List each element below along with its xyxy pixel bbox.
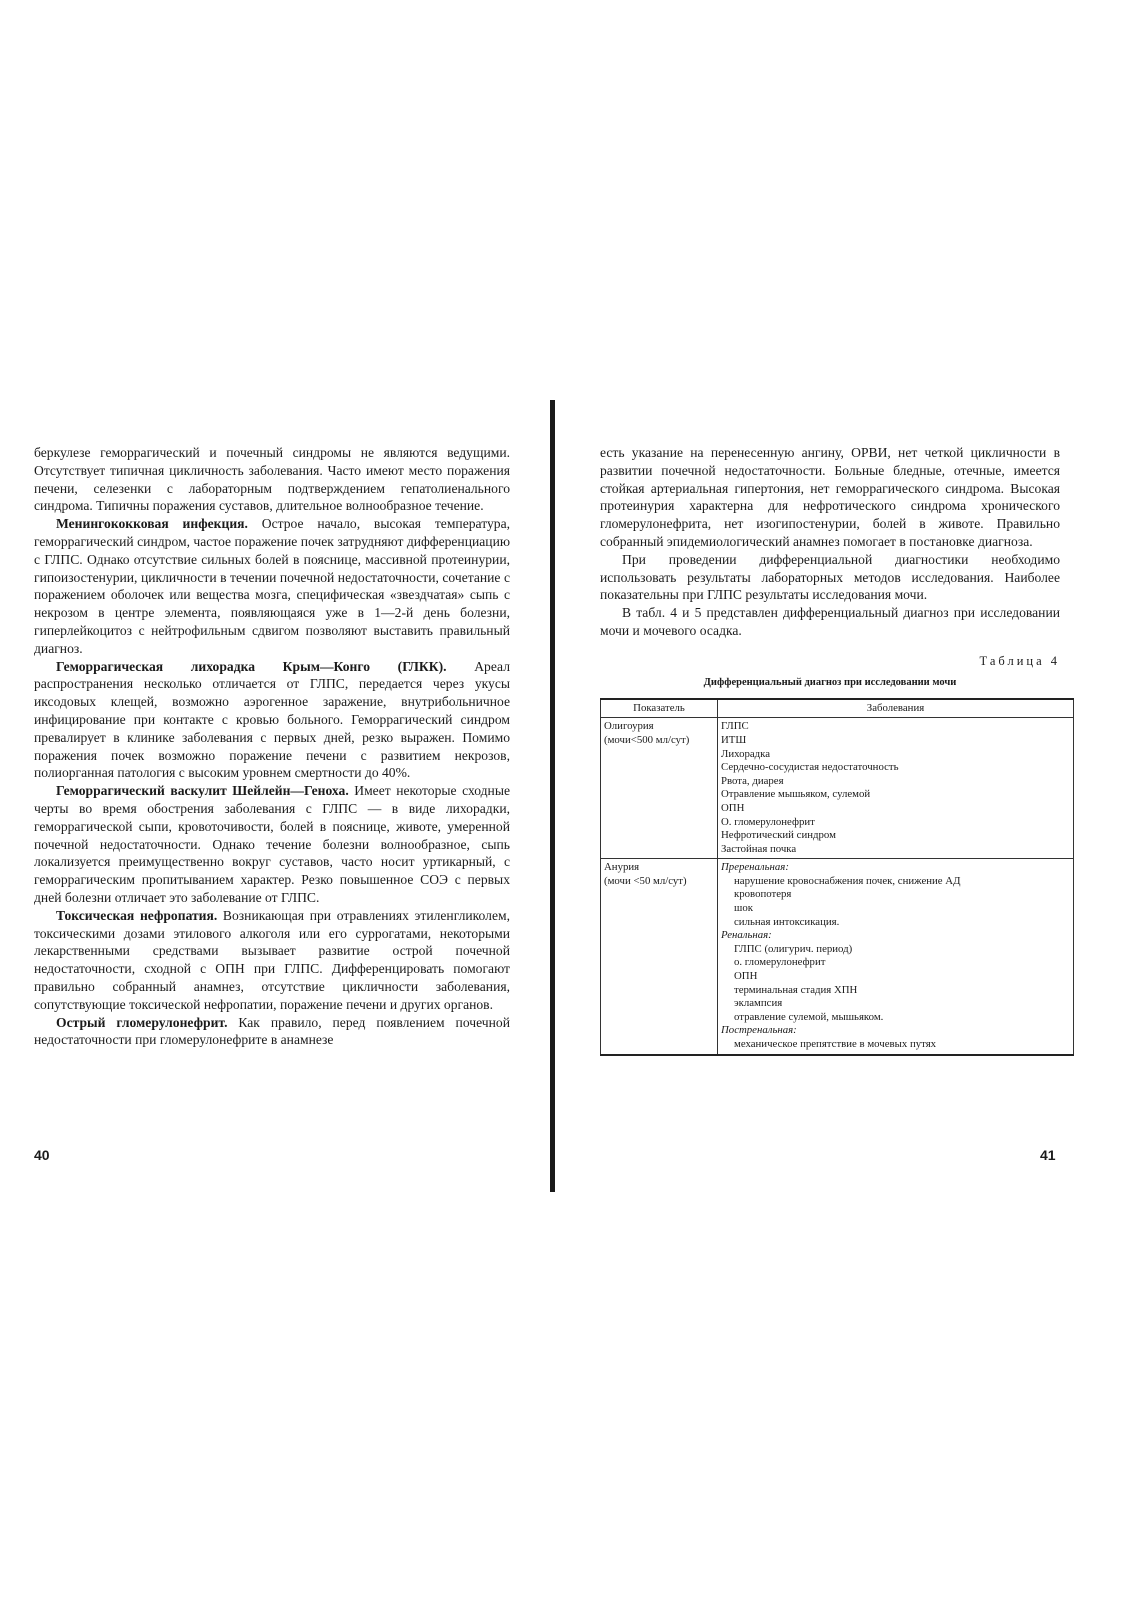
- disease-item: сильная интоксикация.: [734, 915, 840, 928]
- disease-item: шок: [734, 902, 753, 915]
- disease-item: кровопотеря: [734, 888, 792, 901]
- section-heading: Менингококковая инфекция.: [56, 516, 248, 532]
- indicator-line: (мочи<500 мл/сут): [604, 733, 690, 746]
- disease-item: ОПН: [721, 801, 745, 814]
- disease-item: ИТШ: [721, 733, 747, 746]
- right-page-text: [600, 444, 1060, 640]
- section-heading: Токсическая нефропатия.: [56, 907, 218, 923]
- paragraph-text: беркулезе геморрагический и почечный синдромы не являются ведущими. Отсутствует типичная цикличность заболевания. Часто имеют место поражения печени, селезенки с лабораторным подтверждением гепатолиенального синдрома. Типичны поражения суставов, длительное волнообразное течение.: [34, 445, 510, 514]
- paragraph-text: Как правило, перед появлением почечной недостаточности при гломерулонефрите в анамнезе: [34, 1014, 510, 1048]
- paragraph-text: При проведении дифференциальной диагностики необходимо использовать результаты лабораторных методов исследования. Наиболее показательны при ГЛПС результаты исследования мочи.: [600, 551, 1060, 603]
- disease-item: ГЛПС: [721, 720, 749, 733]
- paragraph-text: В табл. 4 и 5 представлен дифференциальный диагноз при исследовании мочи и мочевого осадка.: [600, 605, 1060, 638]
- header-diseases: Заболевания: [718, 699, 1074, 718]
- diseases-cell: [718, 718, 1074, 859]
- paragraph-text: Возникающая при отравлениях этиленгликолем, токсическими дозами этилового алкоголя или его суррогатами, некоторыми лекарственными средствами вызывает развитие острой почечной недостаточности, сходной с ОПН при ГЛПС. Дифференцировать помогают правильно собранный анамнез, отсутствие цикличности заболевания, сопутствующие токсической нефропатии, поражение печени и других органов.: [34, 907, 510, 1012]
- left-page: [34, 444, 510, 1049]
- paragraph: [34, 907, 510, 1014]
- indicator-line: (мочи <50 мл/сут): [604, 874, 687, 887]
- disease-item: нарушение кровоснабжения почек, снижение АД: [734, 874, 961, 887]
- indicator-line: Олигоурия: [604, 720, 654, 733]
- paragraph: [34, 782, 510, 907]
- disease-item: механическое препятствие в мочевых путях: [734, 1038, 937, 1051]
- diagnosis-table: [600, 698, 1074, 1056]
- disease-item: отравление сулемой, мышьяком.: [734, 1010, 884, 1023]
- disease-item: ОПН: [734, 970, 758, 983]
- disease-item: Нефротический синдром: [721, 829, 836, 842]
- section-heading: Геморрагический васкулит Шейлейн—Геноха.: [56, 783, 349, 799]
- table-row: [601, 718, 1074, 859]
- paragraph-text: Ареал распространения несколько отличается от ГЛПС, передается через укусы иксодовых клещей, возможно аэрогенное заражение, внутрибольничное инфицирование при контакте с кровью больного. Геморрагический синдром превалирует в клинике заболевания с первых дней, резко выражен. Помимо поражения почек возможно поражение печени с развитием некрозов, полиорганная патология с высоким уровнем смертности до 40%.: [34, 658, 510, 781]
- right-page: [600, 444, 1060, 1056]
- indicator-cell: [601, 859, 718, 1055]
- section-heading: Острый гломерулонефрит.: [56, 1014, 228, 1030]
- paragraph-text: Имеет некоторые сходные черты во время обострения заболевания с ГЛПС — в виде лихорадки, геморрагической сыпи, кровоточивости, болей в пояснице, животе, умеренной почечной недостаточности. Однако течение болезни волнообразное, сыпь локализуется преимущественно вокруг суставов, часто носит уртикарный, с геморрагическим пропитыванием характер. Резко повышенное СОЭ с первых дней болезни отличает это заболевание от ГЛПС.: [34, 783, 510, 905]
- indicator-cell: [601, 718, 718, 859]
- page-number-left: 40: [34, 1147, 50, 1163]
- paragraph: [34, 658, 510, 783]
- indicator-line: Анурия: [604, 861, 640, 874]
- disease-item: Застойная почка: [721, 842, 797, 855]
- disease-item: Лихорадка: [721, 747, 771, 760]
- paragraph: [600, 551, 1060, 604]
- disease-category: Преренальная:: [721, 861, 789, 874]
- book-spine: [550, 400, 555, 1192]
- paragraph: [34, 515, 510, 657]
- table-title: Дифференциальный диагноз при исследовании мочи: [703, 676, 957, 688]
- disease-item: эклампсия: [734, 997, 783, 1010]
- paragraph: [34, 1014, 510, 1050]
- left-page-text: [34, 444, 510, 1049]
- table-row: [601, 859, 1074, 1055]
- diseases-cell: [718, 859, 1074, 1055]
- disease-item: О. гломерулонефрит: [721, 815, 815, 828]
- disease-item: Отравление мышьяком, сулемой: [721, 788, 871, 801]
- disease-item: ГЛПС (олигурич. период): [734, 942, 853, 955]
- paragraph: [600, 604, 1060, 640]
- disease-category: Ренальная:: [721, 929, 772, 942]
- table-label: Таблица 4: [979, 653, 1060, 668]
- paragraph-text: есть указание на перенесенную ангину, ОРВИ, нет четкой цикличности в развитии почечной недостаточности. Больные бледные, отечные, имеется стойкая артериальная гипертония, нет геморрагического синдрома. Высокая протеинурия характерна для нефротического синдрома хронического гломерулонефрита, нет изогипостенурии, болей в животе. Правильно собранный эпидемиологический анамнез помогает в постановке диагноза.: [600, 445, 1060, 549]
- disease-item: терминальная стадия ХПН: [734, 983, 858, 996]
- paragraph: [600, 444, 1060, 551]
- disease-item: Рвота, диарея: [721, 774, 784, 787]
- table-header-row: [601, 699, 1074, 718]
- disease-item: о. гломерулонефрит: [734, 956, 826, 969]
- section-heading: Геморрагическая лихорадка Крым—Конго (ГЛКК).: [56, 658, 447, 674]
- page-number-right: 41: [1040, 1147, 1056, 1163]
- paragraph-text: Острое начало, высокая температура, геморрагический синдром, частое поражение почек затрудняют дифференциацию с ГЛПС. Однако отсутствие сильных болей в пояснице, массивной протеинурии, гипоизостенурии, цикличности в течении почечной недостаточности, сочетание с поражением оболочек или вещества мозга, специфическая «звездчатая» сыпь с некрозом в центре элемента, появляющаяся уже в 1—2-й день болезни, гиперлейкоцитоз с нейтрофильным сдвигом позволяют выставить правильный диагноз.: [34, 516, 511, 656]
- disease-category: Постренальная:: [721, 1024, 797, 1037]
- paragraph: [34, 444, 510, 515]
- table-body: [601, 718, 1074, 1055]
- header-indicator: Показатель: [601, 699, 718, 718]
- disease-item: Сердечно-сосудистая недостаточность: [721, 761, 899, 774]
